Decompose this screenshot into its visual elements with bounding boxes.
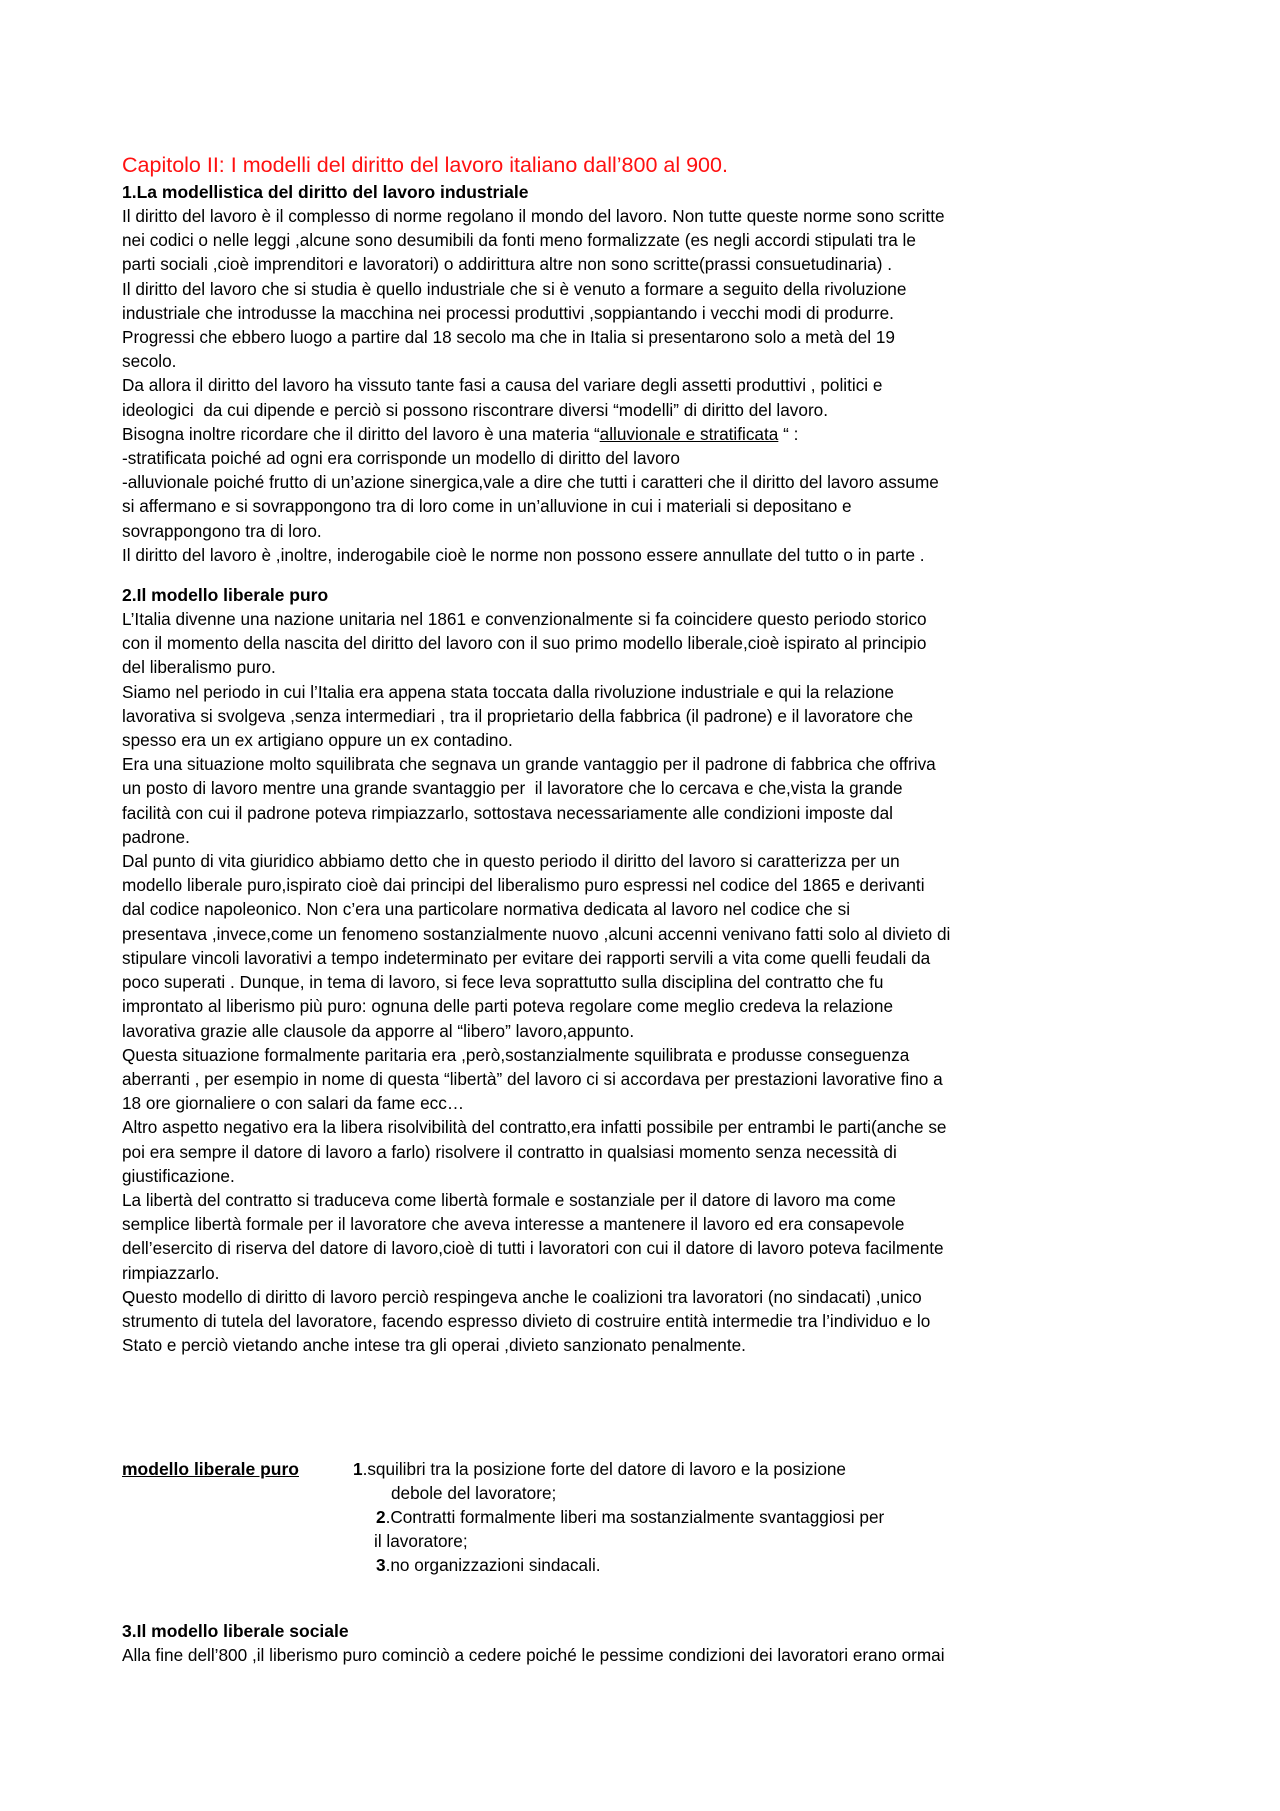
text-span: Bisogna inoltre ricordare che il diritto del lavoro è una materia “ <box>122 423 600 444</box>
paragraph-line: Siamo nel periodo in cui l’Italia era appena stata toccata dalla rivoluzione industriale e qui la relazione <box>122 681 894 702</box>
paragraph-line: lavorativa si svolgeva ,senza intermediari , tra il proprietario della fabbrica (il padrone) e il lavoratore che <box>122 705 914 726</box>
paragraph-line: Stato e perciò vietando anche intese tra gli operai ,divieto sanzionato penalmente. <box>122 1335 746 1356</box>
paragraph-line: con il momento della nascita del diritto del lavoro con il suo primo modello liberale,cioè ispirato al principio <box>122 633 927 654</box>
paragraph-line: stipulare vincoli lavorativi a tempo indeterminato per evitare dei rapporti servili a vita come quelli feudali da <box>122 947 931 968</box>
paragraph-line: improntato al liberismo più puro: ognuna delle parti poteva regolare come meglio credeva la relazione <box>122 996 894 1017</box>
paragraph-line: presentava ,invece,come un fenomeno sostanzialmente nuovo ,alcuni accenni venivano fatti solo al divieto di <box>122 923 951 944</box>
paragraph-line: secolo. <box>122 351 177 372</box>
paragraph-line: -stratificata poiché ad ogni era corrisponde un modello di diritto del lavoro <box>122 448 680 469</box>
paragraph-line: Era una situazione molto squilibrata che segnava un grande vantaggio per il padrone di fabbrica che offriva <box>122 754 936 775</box>
spacer <box>122 1579 1182 1619</box>
paragraph-line: aberranti , per esempio in nome di questa “libertà” del lavoro ci si accordava per prestazioni lavorative fino a <box>122 1068 943 1089</box>
paragraph-line: modello liberale puro,ispirato cioè dai principi del liberalismo puro espressi nel codice del 1865 e derivanti <box>122 875 925 896</box>
item-text: .no organizzazioni sindacali. <box>385 1555 601 1576</box>
paragraph-line: 18 ore giornaliere o con salari da fame ecc… <box>122 1093 465 1114</box>
document-content <box>122 152 1182 1668</box>
summary-item-3 <box>376 1553 601 1577</box>
section-3-heading: 3.Il modello liberale sociale <box>122 1621 349 1642</box>
paragraph-line: spesso era un ex artigiano oppure un ex contadino. <box>122 730 513 751</box>
paragraph-line: nei codici o nelle leggi ,alcune sono desumibili da fonti meno formalizzate (es negli accordi stipulati tra le <box>122 230 916 251</box>
paragraph-line: sovrappongono tra di loro. <box>122 520 322 541</box>
section-1-body <box>122 204 1182 567</box>
paragraph-line: semplice libertà formale per il lavoratore che aveva interesse a mantenere il lavoro ed era consapevole <box>122 1214 905 1235</box>
paragraph-line: Dal punto di vita giuridico abbiamo detto che in questo periodo il diritto del lavoro si caratterizza per un <box>122 851 900 872</box>
paragraph-line: industriale che introdusse la macchina nei processi produttivi ,soppiantando i vecchi modi di produrre. <box>122 302 894 323</box>
item-number: 3 <box>376 1555 386 1576</box>
paragraph-line: Il diritto del lavoro è ,inoltre, inderogabile cioè le norme non possono essere annullate del tutto o in parte . <box>122 544 925 565</box>
paragraph-line: Alla fine dell’800 ,il liberismo puro cominciò a cedere poiché le pessime condizioni dei lavoratori erano ormai <box>122 1645 945 1666</box>
paragraph-line: Questo modello di diritto di lavoro perciò respingeva anche le coalizioni tra lavoratori (no sindacati) ,unico <box>122 1286 922 1307</box>
underlined-term: alluvionale e stratificata <box>599 423 779 444</box>
summary-label: modello liberale puro <box>122 1459 299 1480</box>
paragraph-line: si affermano e si sovrappongono tra di loro come in un’alluvione in cui i materiali si depositano e <box>122 496 852 517</box>
paragraph-line: Progressi che ebbero luogo a partire dal 18 secolo ma che in Italia si presentarono solo a metà del 19 <box>122 327 895 348</box>
paragraph-line: facilità con cui il padrone poteva rimpiazzarlo, sottostava necessariamente alle condizioni imposte dal <box>122 802 893 823</box>
paragraph-line: La libertà del contratto si traduceva come libertà formale e sostanziale per il datore di lavoro ma come <box>122 1189 896 1210</box>
text-span: “ : <box>778 423 799 444</box>
paragraph-line: Questa situazione formalmente paritaria era ,però,sostanzialmente squilibrata e produsse conseguenza <box>122 1044 910 1065</box>
paragraph-line: poi era sempre il datore di lavoro a farlo) risolvere il contratto in qualsiasi momento senza necessità di <box>122 1141 897 1162</box>
paragraph-line: giustificazione. <box>122 1165 235 1186</box>
paragraph-line: dell’esercito di riserva del datore di lavoro,cioè di tutti i lavoratori con cui il datore di lavoro poteva facilmente <box>122 1238 944 1259</box>
paragraph-line: Il diritto del lavoro è il complesso di norme regolano il mondo del lavoro. Non tutte queste norme sono scritte <box>122 206 945 226</box>
summary-item-1 <box>353 1457 846 1481</box>
spacer <box>122 567 1182 583</box>
paragraph-line: L’Italia divenne una nazione unitaria nel 1861 e convenzionalmente si fa coincidere questo periodo storico <box>122 609 927 630</box>
paragraph-line: Da allora il diritto del lavoro ha vissuto tante fasi a causa del variare degli assetti produttivi , politici e <box>122 375 883 396</box>
paragraph-line: ideologici da cui dipende e perciò si possono riscontrare diversi “modelli” di diritto del lavoro. <box>122 399 828 420</box>
section-2-body <box>122 607 1182 1357</box>
paragraph-line: padrone. <box>122 826 190 847</box>
paragraph-line: un posto di lavoro mentre una grande svantaggio per il lavoratore che lo cercava e che,vista la grande <box>122 778 903 799</box>
paragraph-line: dal codice napoleonico. Non c’era una particolare normativa dedicata al lavoro nel codice che si <box>122 899 851 920</box>
spacer <box>122 1357 1182 1457</box>
paragraph-line: lavorativa grazie alle clausole da apporre al “libero” lavoro,appunto. <box>122 1020 635 1041</box>
section-2-heading: 2.Il modello liberale puro <box>122 585 329 606</box>
item-text: .squilibri tra la posizione forte del datore di lavoro e la posizione <box>362 1459 846 1480</box>
paragraph-line: parti sociali ,cioè imprenditori e lavoratori) o addirittura altre non sono scritte(prassi consuetudinaria) . <box>122 254 892 275</box>
item-number: 2 <box>376 1507 386 1528</box>
item-number: 1 <box>353 1459 363 1480</box>
paragraph-line <box>122 422 1182 446</box>
summary-item-2-cont: il lavoratore; <box>374 1531 468 1552</box>
summary-item-2 <box>376 1505 884 1529</box>
section-1-heading: 1.La modellistica del diritto del lavoro industriale <box>122 182 529 202</box>
chapter-title: Capitolo II: I modelli del diritto del lavoro italiano dall’800 al 900. <box>122 153 728 177</box>
paragraph-line: strumento di tutela del lavoratore, facendo espresso divieto di costruire entità intermedie tra l’individuo e lo <box>122 1310 931 1331</box>
paragraph-line: -alluvionale poiché frutto di un’azione sinergica,vale a dire che tutti i caratteri che il diritto del lavoro assume <box>122 472 939 493</box>
paragraph-line: del liberalismo puro. <box>122 657 276 678</box>
paragraph-line: rimpiazzarlo. <box>122 1262 220 1283</box>
paragraph-line: poco superati . Dunque, in tema di lavoro, si fece leva soprattutto sulla disciplina del contratto che fu <box>122 972 884 993</box>
summary-item-1-cont: debole del lavoratore; <box>391 1483 557 1504</box>
paragraph-line: Altro aspetto negativo era la libera risolvibilità del contratto,era infatti possibile per entrambi le parti(anche se <box>122 1117 947 1138</box>
paragraph-line: Il diritto del lavoro che si studia è quello industriale che si è venuto a formare a seguito della rivoluzione <box>122 278 907 299</box>
item-text: .Contratti formalmente liberi ma sostanzialmente svantaggiosi per <box>385 1507 885 1528</box>
summary-block <box>122 1457 1182 1579</box>
